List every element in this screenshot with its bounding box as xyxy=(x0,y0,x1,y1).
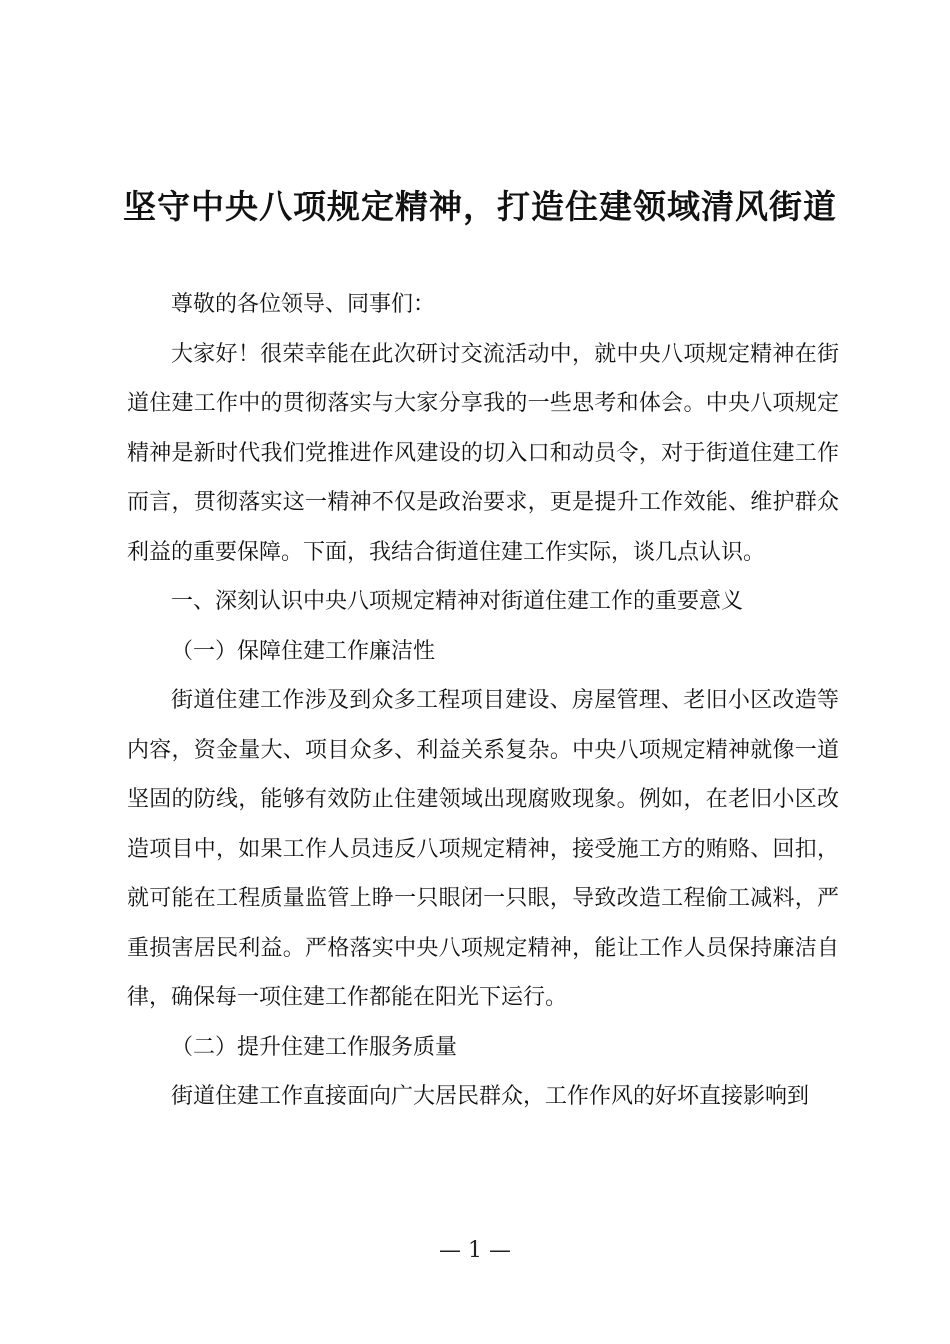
document-title: 坚守中央八项规定精神，打造住建领域清风街道 xyxy=(123,187,837,226)
document-body xyxy=(127,280,839,1122)
salutation: 尊敬的各位领导、同事们： xyxy=(171,292,436,317)
section-heading-1: 一、深刻认识中央八项规定精神对街道住建工作的重要意义 xyxy=(171,589,744,614)
subsection-2-paragraph: 街道住建工作直接面向广大居民群众，工作作风的好坏直接影响到 xyxy=(171,1084,810,1109)
subsection-heading-1: （一）保障住建工作廉洁性 xyxy=(171,638,436,664)
subsection-1-paragraph: 街道住建工作涉及到众多工程项目建设、房屋管理、老旧小区改造等内容，资金量大、项目众多、利益关系复杂。中央八项规定精神就像一道坚固的防线，能够有效防止住建领域出现腐败现象。例如，在老旧小区改造项目中，如果工作人员违反八项规定精神，接受施工方的贿赂、回扣，就可能在工程质量监管上睁一只眼闭一只眼，导致改造工程偷工减料，严重损害居民利益。严格落实中央八项规定精神，能让工作人员保持廉洁自律，确保每一项住建工作都能在阳光下运行。 xyxy=(127,688,839,1010)
subsection-heading-2: （二）提升住建工作服务质量 xyxy=(171,1034,458,1060)
opening-paragraph: 大家好！很荣幸能在此次研讨交流活动中，就中央八项规定精神在街道住建工作中的贯彻落实与大家分享我的一些思考和体会。中央八项规定精神是新时代我们党推进作风建设的切入口和动员令，对于街道住建工作而言，贯彻落实这一精神不仅是政治要求，更是提升工作效能、维护群众利益的重要保障。下面，我结合街道住建工作实际，谈几点认识。 xyxy=(127,341,839,565)
page-number: — 1 — xyxy=(439,1238,511,1263)
